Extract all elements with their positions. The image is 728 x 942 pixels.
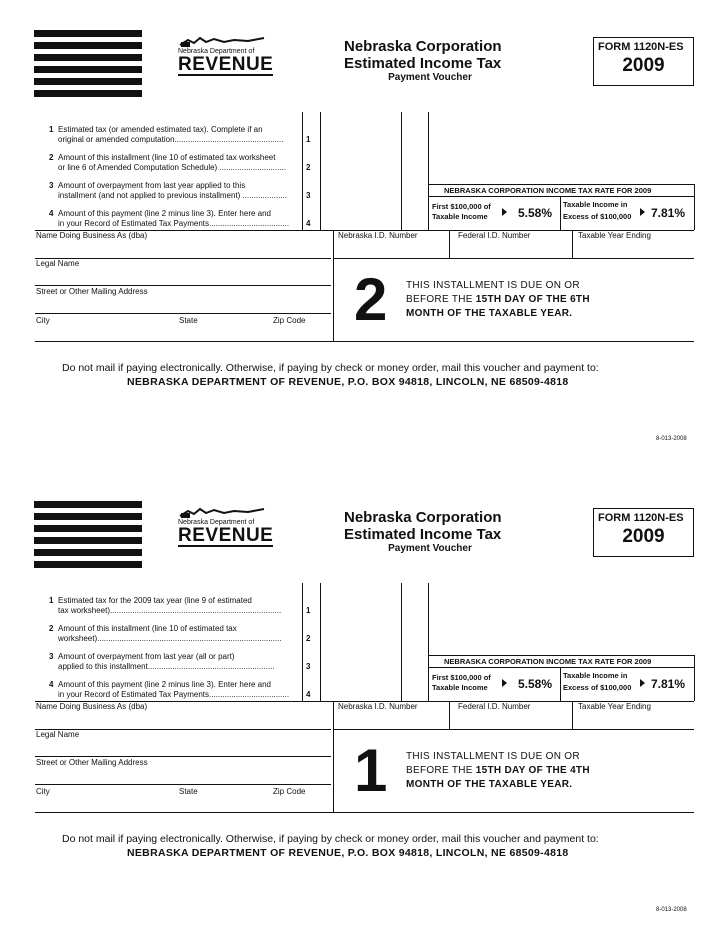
ne-id-label: Nebraska I.D. Number — [338, 702, 418, 711]
rate1-label-line2: Taxable Income — [432, 212, 488, 221]
installment-line1: THIS INSTALLMENT IS DUE ON OR — [406, 751, 580, 762]
state-label: State — [179, 787, 198, 796]
zip-label: Zip Code — [273, 787, 306, 796]
city-state-zip-field[interactable] — [35, 325, 333, 341]
arrow-right-icon — [502, 208, 507, 216]
form-name: FORM 1120N-ES — [598, 41, 684, 53]
legal-name-label: Legal Name — [36, 259, 80, 268]
bird-icon — [178, 507, 268, 519]
tax-year-field[interactable] — [573, 711, 694, 729]
arrow-right-icon — [640, 679, 645, 687]
payment-voucher: Nebraska Department of REVENUE Nebraska Corporation Estimated Income Tax Payment Voucher FORM 1120N-ES 2009 1 Estimated tax (or amended estimated tax). Complete if an original or amended computation................................................. 1 2 Amount of this installment (line 10 of estimated tax worksheet or line 6 of Amended Computation Schedule) .............................. 2 3 Amount of overpayment from last year applied to this installment (and not applied to previous installment) .................... 3 4 Amount of this payment (line 2 minus line 3). Enter here and in your Record of Estimated Tax Payments.................................... 4 NEBRASKA CORPORATION INCOME TAX RATE FOR 2009 First $100,000 of Taxable Income 5.58% Taxable Income in Excess of $100,000 7.81% Name Doing Business As (dba) Nebraska I.D. Number Federal I.D. Number Taxable Year Ending Legal Name Street or Other Mailing Address City State Zip Code 2 THIS INSTALLMENT IS DUE ON OR BEFORE THE 15TH DAY OF THE 6TH MONTH OF THE TAXABLE YEAR. Do not mail if paying electronically. Otherwise, if paying by check or money order, mail this voucher and payment to: NEBRASKA DEPARTMENT OF REVENUE, P.O. BOX 94818, LINCOLN, NE 68509-4818 8-013-2008 — [0, 0, 728, 471]
rate1-label-line1: First $100,000 of — [432, 202, 491, 211]
rate1-label-line2: Taxable Income — [432, 683, 488, 692]
form-name: FORM 1120N-ES — [598, 512, 684, 524]
rate2-label-line2: Excess of $100,000 — [563, 212, 632, 221]
box-2-number: 2 — [306, 163, 311, 172]
form-id-box — [593, 508, 694, 557]
agency-big-text: REVENUE — [178, 525, 274, 546]
rate-table-title: NEBRASKA CORPORATION INCOME TAX RATE FOR 2009 — [444, 186, 652, 195]
dba-label: Name Doing Business As (dba) — [36, 231, 148, 240]
box-4-number: 4 — [306, 219, 311, 228]
box-4-number: 4 — [306, 690, 311, 699]
legal-name-label: Legal Name — [36, 730, 80, 739]
legal-name-field[interactable] — [35, 739, 333, 756]
bird-icon — [178, 36, 268, 48]
installment-line2: BEFORE THE 15TH DAY OF THE 4TH — [406, 765, 590, 776]
city-state-zip-field[interactable] — [35, 796, 333, 812]
federal-id-label: Federal I.D. Number — [458, 702, 531, 711]
street-label: Street or Other Mailing Address — [36, 758, 148, 767]
form-code: 8-013-2008 — [656, 436, 687, 442]
form-title-line1: Nebraska Corporation — [344, 38, 502, 55]
form-year: 2009 — [622, 526, 665, 547]
ne-id-field[interactable] — [334, 240, 449, 258]
dba-label: Name Doing Business As (dba) — [36, 702, 148, 711]
voucher-label: Payment Voucher — [388, 72, 472, 83]
federal-id-label: Federal I.D. Number — [458, 231, 531, 240]
installment-line1: THIS INSTALLMENT IS DUE ON OR — [406, 280, 580, 291]
city-label: City — [36, 787, 50, 796]
state-label: State — [179, 316, 198, 325]
zip-label: Zip Code — [273, 316, 306, 325]
payment-voucher: Nebraska Department of REVENUE Nebraska Corporation Estimated Income Tax Payment Voucher FORM 1120N-ES 2009 1 Estimated tax for the 2009 tax year (line 9 of estimated tax worksheet)............................................................................. 1 2 Amount of this installment (line 10 of estimated tax worksheet)................................................................................... 2 3 Amount of overpayment from last year (all or part) applied to this installment......................................................... 3 4 Amount of this payment (line 2 minus line 3). Enter here and in your Record of Estimated Tax Payments.................................... 4 NEBRASKA CORPORATION INCOME TAX RATE FOR 2009 First $100,000 of Taxable Income 5.58% Taxable Income in Excess of $100,000 7.81% Name Doing Business As (dba) Nebraska I.D. Number Federal I.D. Number Taxable Year Ending Legal Name Street or Other Mailing Address City State Zip Code 1 THIS INSTALLMENT IS DUE ON OR BEFORE THE 15TH DAY OF THE 4TH MONTH OF THE TAXABLE YEAR. Do not mail if paying electronically. Otherwise, if paying by check or money order, mail this voucher and payment to: NEBRASKA DEPARTMENT OF REVENUE, P.O. BOX 94818, LINCOLN, NE 68509-4818 8-013-2008 — [0, 471, 728, 942]
form-id-box — [593, 37, 694, 86]
voucher-label: Payment Voucher — [388, 543, 472, 554]
street-field[interactable] — [35, 296, 333, 313]
installment-number: 2 — [354, 266, 388, 333]
dba-field[interactable] — [35, 240, 333, 258]
installment-number: 1 — [354, 737, 388, 804]
rate2-value: 7.81% — [651, 677, 686, 691]
line-1-amount-field[interactable] — [320, 583, 401, 615]
arrow-right-icon — [502, 679, 507, 687]
mailing-address: NEBRASKA DEPARTMENT OF REVENUE, P.O. BOX 94818, LINCOLN, NE 68509-4818 — [127, 376, 569, 388]
legal-name-field[interactable] — [35, 268, 333, 285]
street-label: Street or Other Mailing Address — [36, 287, 148, 296]
federal-id-field[interactable] — [450, 240, 572, 258]
line-4-amount-field[interactable] — [320, 200, 401, 230]
installment-line3: MONTH OF THE TAXABLE YEAR. — [406, 779, 573, 790]
rate1-value: 5.58% — [518, 677, 553, 691]
agency-small-text: Nebraska Department of — [178, 48, 255, 55]
line-3-amount-field[interactable] — [320, 172, 401, 200]
box-1-number: 1 — [306, 606, 311, 615]
box-3-number: 3 — [306, 191, 311, 200]
rate1-label-line1: First $100,000 of — [432, 673, 491, 682]
barcode-bars — [34, 501, 142, 573]
installment-line3: MONTH OF THE TAXABLE YEAR. — [406, 308, 573, 319]
ne-id-label: Nebraska I.D. Number — [338, 231, 418, 240]
tax-year-label: Taxable Year Ending — [578, 702, 651, 711]
box-1-number: 1 — [306, 135, 311, 144]
rate2-label-line1: Taxable Income in — [563, 200, 628, 209]
line-1-amount-field[interactable] — [320, 112, 401, 144]
form-title-line2: Estimated Income Tax — [344, 526, 502, 543]
federal-id-field[interactable] — [450, 711, 572, 729]
form-code: 8-013-2008 — [656, 907, 687, 913]
box-2-number: 2 — [306, 634, 311, 643]
tax-year-label: Taxable Year Ending — [578, 231, 651, 240]
form-title-line2: Estimated Income Tax — [344, 55, 502, 72]
line-3-amount-field[interactable] — [320, 643, 401, 671]
line-2-amount-field[interactable] — [320, 615, 401, 643]
mailing-address: NEBRASKA DEPARTMENT OF REVENUE, P.O. BOX 94818, LINCOLN, NE 68509-4818 — [127, 847, 569, 859]
barcode-bars — [34, 30, 142, 102]
tax-year-field[interactable] — [573, 240, 694, 258]
rate2-label-line1: Taxable Income in — [563, 671, 628, 680]
dba-field[interactable] — [35, 711, 333, 729]
mailing-instructions: Do not mail if paying electronically. Otherwise, if paying by check or money order, mail this voucher and payment to: — [62, 833, 599, 845]
revenue-logo — [178, 36, 274, 76]
installment-line2: BEFORE THE 15TH DAY OF THE 6TH — [406, 294, 590, 305]
ne-id-field[interactable] — [334, 711, 449, 729]
mailing-instructions: Do not mail if paying electronically. Otherwise, if paying by check or money order, mail this voucher and payment to: — [62, 362, 599, 374]
arrow-right-icon — [640, 208, 645, 216]
line-4-amount-field[interactable] — [320, 671, 401, 701]
line-2-amount-field[interactable] — [320, 144, 401, 172]
box-3-number: 3 — [306, 662, 311, 671]
rate2-value: 7.81% — [651, 206, 686, 220]
form-title-line1: Nebraska Corporation — [344, 509, 502, 526]
city-label: City — [36, 316, 50, 325]
form-year: 2009 — [622, 55, 665, 76]
rate2-label-line2: Excess of $100,000 — [563, 683, 632, 692]
street-field[interactable] — [35, 767, 333, 784]
agency-small-text: Nebraska Department of — [178, 519, 255, 526]
rate-table-title: NEBRASKA CORPORATION INCOME TAX RATE FOR 2009 — [444, 657, 652, 666]
revenue-logo — [178, 507, 274, 547]
agency-big-text: REVENUE — [178, 54, 274, 75]
rate1-value: 5.58% — [518, 206, 553, 220]
